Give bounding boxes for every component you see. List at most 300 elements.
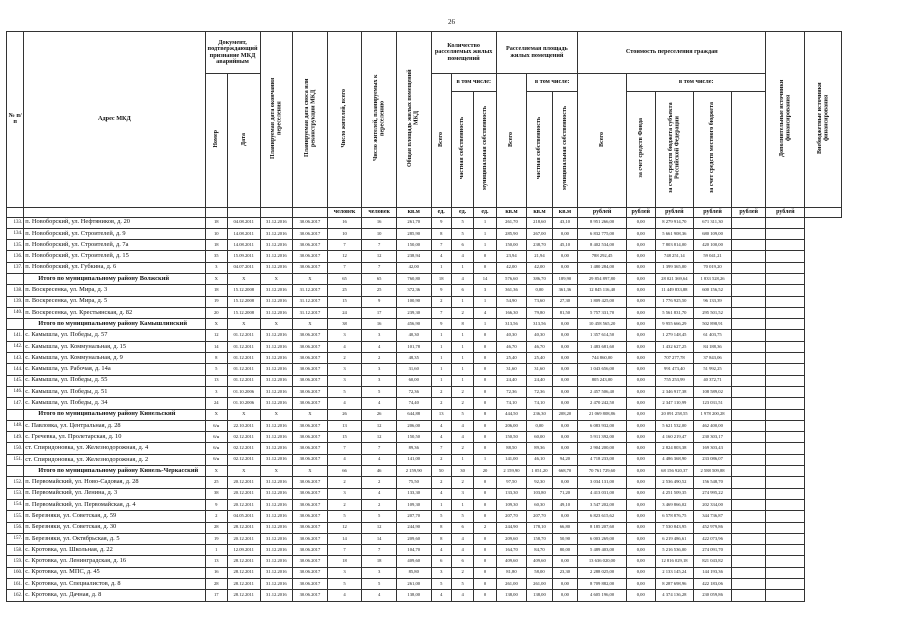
data-cell: 0,00 xyxy=(627,273,656,284)
row-number: 153. xyxy=(7,488,24,499)
data-cell: 10 xyxy=(327,228,362,239)
data-cell: 3 xyxy=(362,330,397,341)
data-cell: 295 501,52 xyxy=(694,307,732,318)
data-cell: 0,00 xyxy=(627,466,656,477)
data-cell xyxy=(731,522,766,533)
data-cell: X xyxy=(293,273,328,284)
address-cell: п. Воскресенка, ул. Мира, д. 5 xyxy=(24,296,205,307)
data-cell: 30.06.2017 xyxy=(293,341,328,352)
data-cell: 02.12.2011 xyxy=(227,454,260,465)
address-cell: ст. Спиридоновка, ул. Железнодорожная, д. 4 xyxy=(24,443,205,454)
data-cell: 0 xyxy=(474,386,496,397)
data-cell xyxy=(766,307,805,318)
data-cell: 4 xyxy=(451,432,473,443)
data-cell: 70 019,20 xyxy=(694,262,732,273)
data-cell: 30.06.2017 xyxy=(293,533,328,544)
data-cell: 3 xyxy=(205,262,227,273)
data-cell: 1 978 200,28 xyxy=(694,409,732,420)
data-cell xyxy=(766,375,805,386)
data-cell: 274 995,22 xyxy=(694,488,732,499)
data-cell: 4 xyxy=(327,341,362,352)
data-cell: 15 xyxy=(327,296,362,307)
data-cell xyxy=(766,217,805,228)
data-cell xyxy=(731,273,766,284)
data-cell: 5 489 403,00 xyxy=(578,545,627,556)
data-cell: 4 413 031,00 xyxy=(578,488,627,499)
data-cell: 0 xyxy=(474,545,496,556)
data-cell: 1 xyxy=(451,375,473,386)
data-cell: 138,00 xyxy=(396,590,431,601)
unit-cell: рублей xyxy=(655,207,694,217)
data-cell: 6 219 486,61 xyxy=(655,533,694,544)
data-cell: 2 159,90 xyxy=(496,466,527,477)
data-cell: 285,90 xyxy=(396,228,431,239)
data-cell: 10 xyxy=(205,228,227,239)
address-cell: п. Новоборский, ул. Нефтяников, д. 20 xyxy=(24,217,205,228)
row-number: 155. xyxy=(7,511,24,522)
data-cell: 422 073,96 xyxy=(694,533,732,544)
address-cell: с. Кротовка, ул. Специалистов, д. 8 xyxy=(24,579,205,590)
data-cell: 3 xyxy=(362,375,397,386)
data-cell: 668,70 xyxy=(552,466,577,477)
header-doc-group: Документ, подтверждающий признание МКД аварийным xyxy=(205,32,260,74)
header-cost-incl: в том числе: xyxy=(627,74,766,92)
data-cell: 5 561 831,70 xyxy=(655,307,694,318)
data-cell: 20 xyxy=(205,307,227,318)
data-cell: 30.06.2017 xyxy=(293,262,328,273)
data-cell: 0,00 xyxy=(552,375,577,386)
row-number: 135. xyxy=(7,240,24,251)
data-cell: 133,30 xyxy=(396,488,431,499)
data-cell: 13 xyxy=(205,556,227,567)
header-address: Адрес МКД xyxy=(24,32,205,208)
address-cell: п. Воскресенка, ул. Мира, д. 3 xyxy=(24,285,205,296)
data-cell: 30.06.2017 xyxy=(293,567,328,578)
data-cell: 3 xyxy=(362,567,397,578)
data-cell: 30.06.2017 xyxy=(293,511,328,522)
data-cell: 671 311,30 xyxy=(694,217,732,228)
data-cell: 361,36 xyxy=(496,285,527,296)
data-cell: X xyxy=(293,319,328,330)
data-cell: 11 449 833,88 xyxy=(655,285,694,296)
data-cell: 680 109,00 xyxy=(694,228,732,239)
data-cell: 0,00 xyxy=(627,240,656,251)
data-cell: 25,40 xyxy=(527,353,552,364)
data-cell: 3 469 866,02 xyxy=(655,499,694,510)
data-cell: 2 xyxy=(327,353,362,364)
data-cell: 1 776 925,50 xyxy=(655,296,694,307)
data-cell: 12 xyxy=(327,251,362,262)
row-number: 157. xyxy=(7,533,24,544)
data-cell: 386,70 xyxy=(527,273,552,284)
table-row xyxy=(7,420,842,431)
data-cell: 109,30 xyxy=(496,499,527,510)
data-cell: 2 824 803,38 xyxy=(655,443,694,454)
data-cell: 18 xyxy=(205,240,227,251)
data-cell: 25 xyxy=(362,285,397,296)
data-cell: 0,00 xyxy=(552,353,577,364)
unit-cell: кв.м xyxy=(396,207,431,217)
data-cell: 4 xyxy=(451,273,473,284)
data-cell: 0 xyxy=(474,556,496,567)
address-cell: с. Гречевка, ул. Пролетарская, д. 10 xyxy=(24,432,205,443)
data-cell xyxy=(766,477,805,488)
data-cell: 22.10.2011 xyxy=(227,420,260,431)
data-cell: 0,00 xyxy=(627,296,656,307)
table-row xyxy=(7,533,842,544)
data-cell: 31.12.2017 xyxy=(293,285,328,296)
data-cell: 26 xyxy=(327,409,362,420)
data-cell: 4 xyxy=(431,590,451,601)
data-cell: 31.12.2016 xyxy=(260,556,293,567)
table-row xyxy=(7,499,842,510)
data-cell: 21 069 808,86 xyxy=(578,409,627,420)
table-row xyxy=(7,217,842,228)
data-cell: 12.09.2011 xyxy=(227,545,260,556)
data-cell: 01.10.2006 xyxy=(227,386,260,397)
data-cell: 3 xyxy=(327,364,362,375)
data-cell: 0,00 xyxy=(627,228,656,239)
data-cell xyxy=(731,511,766,522)
data-cell xyxy=(731,454,766,465)
data-cell: 31.12.2017 xyxy=(293,307,328,318)
data-cell: 31.12.2016 xyxy=(260,443,293,454)
data-cell: 65 xyxy=(327,273,362,284)
data-cell: 1 xyxy=(451,364,473,375)
data-cell: 20.12.2011 xyxy=(227,477,260,488)
data-cell: 14.08.2011 xyxy=(227,240,260,251)
data-cell: 7 xyxy=(327,545,362,556)
header-rooms-incl: в том числе: xyxy=(451,74,496,92)
data-cell xyxy=(731,579,766,590)
data-cell: 6 xyxy=(451,240,473,251)
data-cell: 10 458 565,20 xyxy=(578,319,627,330)
data-cell: 218,60 xyxy=(527,217,552,228)
data-cell: 208,20 xyxy=(552,409,577,420)
address-cell: п. Новоборский, ул. Строителей, д. 9 xyxy=(24,228,205,239)
data-cell: 4 xyxy=(362,454,397,465)
data-cell: 88,50 xyxy=(496,443,527,454)
data-cell: 5 216 536,00 xyxy=(655,545,694,556)
data-cell: 46,70 xyxy=(527,341,552,352)
data-cell: 28.12.2011 xyxy=(227,590,260,601)
data-cell: 6/н xyxy=(205,454,227,465)
address-cell: с. Кротовка, ул. Ленинградская, д. 16 xyxy=(24,556,205,567)
data-cell: 0 xyxy=(474,477,496,488)
data-cell: 15.12.2008 xyxy=(227,296,260,307)
data-cell xyxy=(766,443,805,454)
data-cell: 21,94 xyxy=(527,251,552,262)
data-cell: 2 xyxy=(205,511,227,522)
data-cell: 100,90 xyxy=(396,296,431,307)
data-cell: 18 xyxy=(205,217,227,228)
table-row xyxy=(7,353,842,364)
data-cell: 4 xyxy=(362,590,397,601)
data-cell: 5 757 331,70 xyxy=(578,307,627,318)
data-cell: 7 xyxy=(362,443,397,454)
data-cell: 0,00 xyxy=(627,488,656,499)
data-cell xyxy=(731,364,766,375)
total-row xyxy=(7,319,842,330)
data-cell: 81,50 xyxy=(552,307,577,318)
data-cell: 28.12.2011 xyxy=(227,567,260,578)
table-header xyxy=(7,32,842,208)
header-rooms-private: частная собственность xyxy=(459,116,466,180)
data-cell xyxy=(766,533,805,544)
data-cell: 141,00 xyxy=(396,454,431,465)
data-cell xyxy=(731,240,766,251)
data-cell: 0,00 xyxy=(627,522,656,533)
data-cell: 1 279 148,45 xyxy=(655,330,694,341)
data-cell: 166,30 xyxy=(496,307,527,318)
address-cell: с. Камышла, ул. Победы, д. 55 xyxy=(24,375,205,386)
data-cell: 150,50 xyxy=(496,432,527,443)
unit-cell: кв.м xyxy=(527,207,552,217)
address-cell: с. Камышла, ул. Победы, д. 57 xyxy=(24,330,205,341)
data-cell: 2 xyxy=(362,477,397,488)
data-cell: 2 xyxy=(474,522,496,533)
data-cell: 150,00 xyxy=(496,240,527,251)
data-cell: 244,90 xyxy=(496,522,527,533)
header-area-private: частная собственность xyxy=(536,116,543,180)
data-cell: 1 xyxy=(431,499,451,510)
data-cell xyxy=(731,590,766,601)
data-cell: 0 xyxy=(474,364,496,375)
data-cell: 0,00 xyxy=(627,251,656,262)
data-cell: 0,00 xyxy=(552,432,577,443)
data-cell xyxy=(766,386,805,397)
data-cell: 18 xyxy=(327,556,362,567)
data-cell: 5 xyxy=(205,364,227,375)
data-cell: 0,00 xyxy=(627,262,656,273)
data-cell: X xyxy=(293,466,328,477)
data-cell: 24,40 xyxy=(527,375,552,386)
data-cell xyxy=(731,307,766,318)
data-cell: 5 661 908,36 xyxy=(655,228,694,239)
data-cell: 01.12.2011 xyxy=(227,375,260,386)
data-cell: 206,00 xyxy=(496,420,527,431)
data-cell: 576,60 xyxy=(496,273,527,284)
data-cell: 0,00 xyxy=(627,375,656,386)
data-cell: 37 843,06 xyxy=(694,353,732,364)
data-cell: 3 xyxy=(451,488,473,499)
data-cell: 73,60 xyxy=(527,296,552,307)
data-cell: 1 xyxy=(431,330,451,341)
data-cell: 2 536 490,52 xyxy=(655,477,694,488)
row-number: 145. xyxy=(7,375,24,386)
address-cell: с. Камышла, ул. Коммунальная, д. 9 xyxy=(24,353,205,364)
data-cell: 8 709 882,00 xyxy=(578,579,627,590)
data-cell: 0,00 xyxy=(552,590,577,601)
data-cell: 48,35 xyxy=(396,353,431,364)
data-cell: 5 xyxy=(327,511,362,522)
data-cell xyxy=(766,420,805,431)
data-cell xyxy=(731,330,766,341)
data-cell: 0,00 xyxy=(627,409,656,420)
data-cell: 84 188,36 xyxy=(694,341,732,352)
data-cell: 20.12.2011 xyxy=(227,488,260,499)
data-cell: 0,00 xyxy=(627,307,656,318)
data-cell: 788 292,45 xyxy=(578,251,627,262)
data-cell: 4 xyxy=(327,590,362,601)
data-cell: 58,00 xyxy=(527,567,552,578)
address-cell: п. Первомайский, ул. Ново-Садовая, д. 28 xyxy=(24,477,205,488)
data-cell: 12 816 029,18 xyxy=(655,556,694,567)
data-cell: 0 xyxy=(474,353,496,364)
data-cell: X xyxy=(260,319,293,330)
data-cell: 744 860,00 xyxy=(578,353,627,364)
data-cell: 1 xyxy=(474,319,496,330)
data-cell: 24 xyxy=(327,307,362,318)
data-cell: 189,90 xyxy=(552,273,577,284)
total-label: Итого по муниципальному району Волжский xyxy=(24,273,205,284)
data-cell: 74,10 xyxy=(496,398,527,409)
data-cell: 0,00 xyxy=(552,251,577,262)
data-cell: 238,70 xyxy=(527,240,552,251)
row-number: 149. xyxy=(7,432,24,443)
data-cell: 18 xyxy=(431,273,451,284)
data-cell: 4 xyxy=(362,398,397,409)
data-cell: 244,90 xyxy=(396,522,431,533)
data-cell: 30.06.2017 xyxy=(293,251,328,262)
data-cell: 30.06.2017 xyxy=(293,556,328,567)
data-cell: 59 041,21 xyxy=(694,251,732,262)
data-cell: 202 334,00 xyxy=(694,499,732,510)
row-number xyxy=(7,409,24,420)
data-cell: 2 xyxy=(431,398,451,409)
data-cell: 6 003 269,00 xyxy=(578,533,627,544)
table-row xyxy=(7,522,842,533)
data-cell: 25,40 xyxy=(496,353,527,364)
data-cell: 236,30 xyxy=(527,409,552,420)
data-cell: 2 xyxy=(431,386,451,397)
data-cell: 0 xyxy=(474,251,496,262)
data-cell: 30.06.2017 xyxy=(293,398,328,409)
data-cell: 0,00 xyxy=(627,454,656,465)
address-cell: п. Первомайский, ул. Ленина, д. 3 xyxy=(24,488,205,499)
data-cell: 46,70 xyxy=(496,341,527,352)
address-cell: с. Камышла, ул. Рабочая, д. 14а xyxy=(24,364,205,375)
data-cell: 144 193,36 xyxy=(694,567,732,578)
data-cell: 17 xyxy=(205,590,227,601)
row-number: 134. xyxy=(7,228,24,239)
data-cell: 13 xyxy=(431,409,451,420)
data-cell: 138,00 xyxy=(527,590,552,601)
data-cell: 2 xyxy=(362,499,397,510)
data-cell: 79,80 xyxy=(527,307,552,318)
data-cell: 9 xyxy=(431,217,451,228)
data-cell: 1 xyxy=(474,240,496,251)
row-number: 152. xyxy=(7,477,24,488)
data-cell: 0,00 xyxy=(627,398,656,409)
data-cell xyxy=(731,217,766,228)
data-cell: 0,00 xyxy=(627,420,656,431)
data-cell: 138,00 xyxy=(496,590,527,601)
data-cell: 01.12.2011 xyxy=(227,330,260,341)
row-number: 138. xyxy=(7,285,24,296)
data-cell: 4 374 136,28 xyxy=(655,590,694,601)
data-cell: 31.12.2016 xyxy=(260,307,293,318)
data-cell: 4 xyxy=(431,432,451,443)
data-cell xyxy=(766,364,805,375)
data-cell: 31.12.2016 xyxy=(260,398,293,409)
row-number: 141. xyxy=(7,330,24,341)
data-cell: 2 xyxy=(451,443,473,454)
data-cell: 8 xyxy=(474,409,496,420)
data-cell: 12 xyxy=(362,251,397,262)
address-cell: с. Камышла, ул. Победы, д. 34 xyxy=(24,398,205,409)
header-cost-total: Всего xyxy=(598,131,605,147)
data-cell: 04.05.2011 xyxy=(227,511,260,522)
data-cell: 30.06.2017 xyxy=(293,545,328,556)
data-cell: 206,00 xyxy=(396,420,431,431)
data-cell: 5 621 532,00 xyxy=(655,420,694,431)
data-cell xyxy=(766,228,805,239)
row-number: 140. xyxy=(7,307,24,318)
data-cell: 0 xyxy=(474,443,496,454)
header-area-sub-total: Всего xyxy=(508,131,515,147)
total-label: Итого по муниципальному району Камышлинский xyxy=(24,319,205,330)
total-row xyxy=(7,466,842,477)
data-cell: 31.12.2016 xyxy=(260,296,293,307)
data-cell: 80,00 xyxy=(552,545,577,556)
data-cell: 0,00 xyxy=(552,262,577,273)
data-cell xyxy=(766,296,805,307)
data-cell: 31.12.2016 xyxy=(260,228,293,239)
data-cell: 0,00 xyxy=(552,319,577,330)
data-cell: 0,00 xyxy=(552,420,577,431)
data-cell: 23,30 xyxy=(552,567,577,578)
data-cell: 10 xyxy=(362,228,397,239)
data-cell: 805 243,00 xyxy=(578,375,627,386)
data-cell: X xyxy=(260,466,293,477)
data-cell: 1 357 614,50 xyxy=(578,330,627,341)
header-area-incl: в том числе: xyxy=(527,74,578,92)
data-cell: 31.12.2016 xyxy=(260,217,293,228)
data-cell: 0,00 xyxy=(552,579,577,590)
data-cell: 14 xyxy=(362,533,397,544)
data-cell: 104,70 xyxy=(396,545,431,556)
data-cell xyxy=(766,499,805,510)
data-cell: 452 979,86 xyxy=(694,522,732,533)
data-cell: 4 xyxy=(451,590,473,601)
data-cell: 2 470 242,50 xyxy=(578,398,627,409)
data-cell: X xyxy=(227,409,260,420)
unit-cell: рублей xyxy=(627,207,656,217)
data-cell: 0,00 xyxy=(627,499,656,510)
data-cell xyxy=(766,319,805,330)
data-cell: 46 xyxy=(362,466,397,477)
data-cell: 68 156 920,37 xyxy=(655,466,694,477)
data-cell: 7 xyxy=(431,240,451,251)
data-cell: 169 303,43 xyxy=(694,443,732,454)
data-cell: 1 xyxy=(474,217,496,228)
data-cell: X xyxy=(205,319,227,330)
data-cell: 2 xyxy=(451,307,473,318)
data-cell: 50 xyxy=(431,466,451,477)
table-row xyxy=(7,262,842,273)
data-cell: 1 xyxy=(451,262,473,273)
row-number: 136. xyxy=(7,251,24,262)
row-number: 143. xyxy=(7,353,24,364)
data-cell: 133,30 xyxy=(496,488,527,499)
data-cell: 31.12.2016 xyxy=(260,432,293,443)
data-cell: 31.12.2016 xyxy=(260,375,293,386)
data-cell: 15.12.2008 xyxy=(227,307,260,318)
resettlement-table xyxy=(6,31,842,602)
data-cell: 150,00 xyxy=(396,240,431,251)
data-cell: 9 955 666,29 xyxy=(655,319,694,330)
